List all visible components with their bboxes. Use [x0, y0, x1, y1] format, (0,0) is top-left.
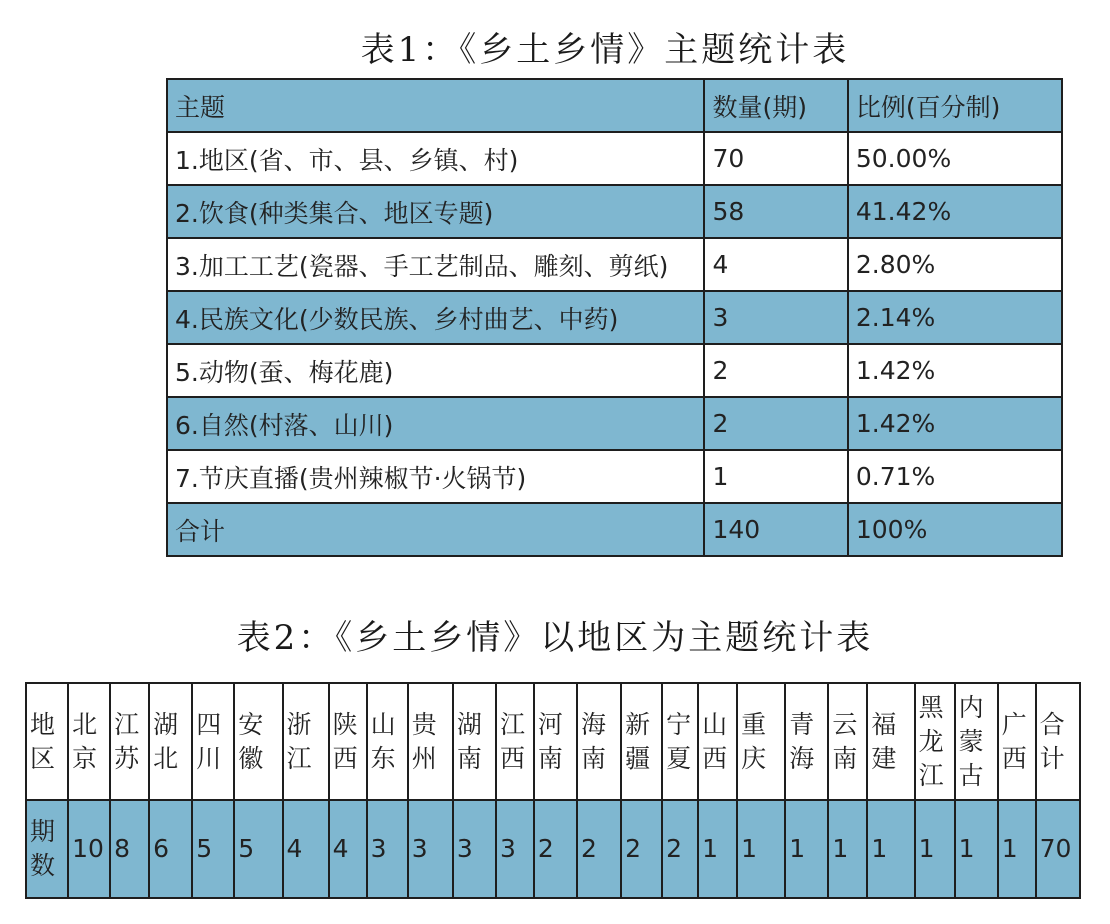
ratio-cell: 50.00% [848, 132, 1062, 185]
count-cell: 1 [915, 800, 955, 898]
region-cell: 四川 [192, 683, 234, 800]
table-row [167, 132, 1062, 185]
region-cell: 新疆 [621, 683, 662, 800]
count-cell: 1 [867, 800, 914, 898]
table-row [167, 397, 1062, 450]
count-cell: 1 [785, 800, 828, 898]
theme-cell: 2.饮食(种类集合、地区专题) [167, 185, 704, 238]
region-cell: 宁夏 [662, 683, 698, 800]
theme-cell: 3.加工工艺(瓷器、手工艺制品、雕刻、剪纸) [167, 238, 704, 291]
header-ratio: 比例(百分制) [848, 79, 1062, 132]
count-cell: 3 [453, 800, 496, 898]
count-cell: 8 [110, 800, 149, 898]
count-row-label: 期数 [26, 800, 68, 898]
region-row-label: 地区 [26, 683, 68, 800]
count-cell: 1 [828, 800, 867, 898]
ratio-cell: 2.14% [848, 291, 1062, 344]
ratio-cell: 0.71% [848, 450, 1062, 503]
region-cell: 山西 [698, 683, 737, 800]
region-cell: 青海 [785, 683, 828, 800]
count-cell: 5 [192, 800, 234, 898]
theme-cell: 1.地区(省、市、县、乡镇、村) [167, 132, 704, 185]
count-cell: 58 [704, 185, 847, 238]
region-cell: 安徽 [234, 683, 282, 800]
count-cell: 2 [621, 800, 662, 898]
region-cell: 福建 [867, 683, 914, 800]
table-row [167, 450, 1062, 503]
count-cell: 1 [698, 800, 737, 898]
region-cell: 内蒙古 [955, 683, 998, 800]
region-cell: 浙江 [283, 683, 329, 800]
count-cell: 1 [737, 800, 785, 898]
count-cell: 3 [367, 800, 408, 898]
region-cell: 北京 [68, 683, 110, 800]
region-cell: 江苏 [110, 683, 149, 800]
count-cell: 4 [704, 238, 847, 291]
count-cell: 2 [662, 800, 698, 898]
count-cell: 3 [496, 800, 534, 898]
count-cell: 4 [283, 800, 329, 898]
total-label: 合计 [167, 503, 704, 556]
theme-cell: 6.自然(村落、山川) [167, 397, 704, 450]
table-row [167, 344, 1062, 397]
region-cell: 云南 [828, 683, 867, 800]
count-values-row [26, 800, 1080, 898]
region-cell: 湖南 [453, 683, 496, 800]
count-cell: 10 [68, 800, 110, 898]
region-cell: 广西 [998, 683, 1036, 800]
header-count: 数量(期) [704, 79, 847, 132]
table-row [167, 238, 1062, 291]
count-cell: 3 [408, 800, 453, 898]
theme-cell: 5.动物(蚕、梅花鹿) [167, 344, 704, 397]
table-total-row [167, 503, 1062, 556]
region-cell: 海南 [577, 683, 621, 800]
count-cell: 1 [998, 800, 1036, 898]
region-cell: 黑龙江 [915, 683, 955, 800]
count-cell: 3 [704, 291, 847, 344]
table2-title: 表2：《乡土乡情》以地区为主题统计表 [236, 618, 874, 658]
region-header-row [26, 683, 1080, 800]
region-cell: 湖北 [149, 683, 192, 800]
ratio-cell: 41.42% [848, 185, 1062, 238]
total-count: 140 [704, 503, 847, 556]
table1-title: 表1：《乡土乡情》主题统计表 [360, 30, 850, 70]
theme-cell: 4.民族文化(少数民族、乡村曲艺、中药) [167, 291, 704, 344]
count-cell: 2 [534, 800, 577, 898]
table-header-row [167, 79, 1062, 132]
region-cell: 陕西 [329, 683, 367, 800]
header-theme: 主题 [167, 79, 704, 132]
count-cell: 2 [704, 397, 847, 450]
region-cell: 山东 [367, 683, 408, 800]
theme-statistics-table [166, 78, 1063, 557]
region-cell: 重庆 [737, 683, 785, 800]
count-cell: 70 [1036, 800, 1080, 898]
region-cell: 贵州 [408, 683, 453, 800]
count-cell: 1 [955, 800, 998, 898]
region-cell: 合计 [1036, 683, 1080, 800]
ratio-cell: 2.80% [848, 238, 1062, 291]
ratio-cell: 1.42% [848, 344, 1062, 397]
total-ratio: 100% [848, 503, 1062, 556]
region-statistics-table [25, 682, 1081, 899]
count-cell: 5 [234, 800, 282, 898]
count-cell: 1 [704, 450, 847, 503]
ratio-cell: 1.42% [848, 397, 1062, 450]
count-cell: 2 [577, 800, 621, 898]
count-cell: 4 [329, 800, 367, 898]
region-cell: 江西 [496, 683, 534, 800]
table-row [167, 291, 1062, 344]
count-cell: 70 [704, 132, 847, 185]
count-cell: 2 [704, 344, 847, 397]
region-cell: 河南 [534, 683, 577, 800]
count-cell: 6 [149, 800, 192, 898]
theme-cell: 7.节庆直播(贵州辣椒节·火锅节) [167, 450, 704, 503]
table-row [167, 185, 1062, 238]
